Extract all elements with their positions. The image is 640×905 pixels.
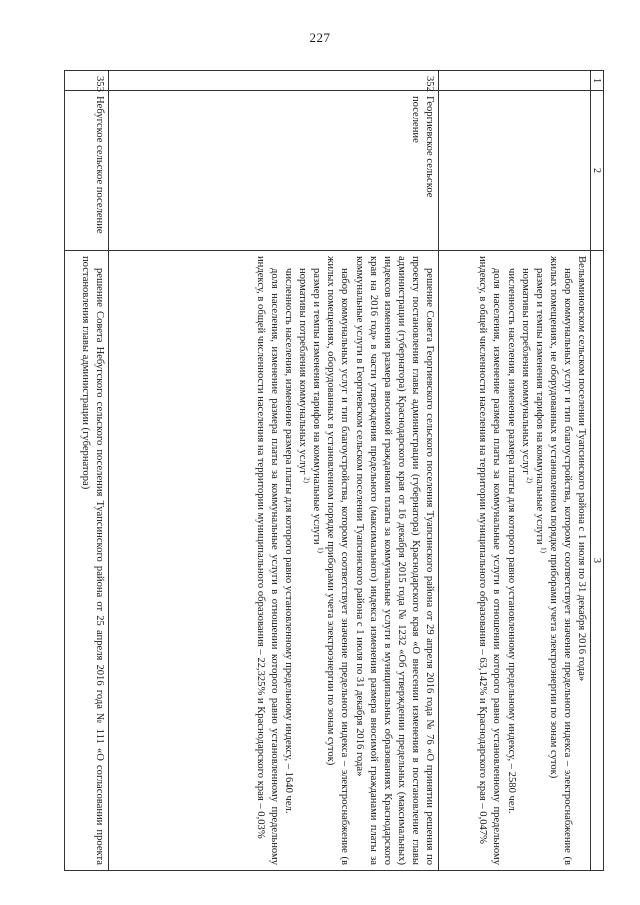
page-number: 227 <box>309 30 331 45</box>
table-row <box>65 71 109 871</box>
paragraph: набор коммунальных услуг и тип благоустройства, которому соответствует значение предельного индекса – электроснабжение (в жилых помещениях, оборудованных в установленном порядке приборами учета электроэнергии по зонам суток) <box>325 256 351 865</box>
paragraph: размер и темпы изменения тарифов на коммунальные услуги $^{1)}$ <box>311 268 325 553</box>
paragraph: Вельяминовском сельском поселении Туапсинского района с 1 июля по 31 декабря 2016 года» <box>576 256 587 682</box>
row-number: 352 <box>109 71 439 91</box>
footnote-mark: 1) <box>316 547 325 553</box>
header-cell-3: 3 <box>591 251 604 871</box>
row-settlement-name: Небугское сельское поселение <box>65 91 109 251</box>
row-description <box>109 251 439 871</box>
table-row <box>109 71 439 871</box>
row-number: 353 <box>65 71 109 91</box>
table-header-row <box>591 71 604 871</box>
paragraph: набор коммунальных услуг и тип благоустройства, которому соответствует значение предельного индекса – электроснабжение (в жилых помещениях, не оборудованных в установленном порядке приборами учета электроэнергии по зонам суток) <box>547 256 573 865</box>
paragraph: решение Совета Небугского сельского поселения Туапсинского района от 25 апреля 2016 года № 111 «О согласовании проекта постановления главы администрации (губернатора) <box>79 256 105 865</box>
row-settlement-name <box>439 91 591 251</box>
footnote-mark: 1) <box>539 547 548 553</box>
row-description <box>439 251 591 871</box>
document-table <box>64 70 604 871</box>
paragraph: численность населения, изменение размера платы для которого равно установленному предельному индексу, – 2580 чел. <box>505 268 517 814</box>
row-settlement-name: Георгиевское сельское поселение <box>109 91 439 251</box>
paragraph: доля населения, изменение размера платы за коммунальные услуги в отношении которого равно установленному предельному индексу, в общей численности населения на территории муниципального образования – 63,142% и Краснодарского края – 0,047% <box>477 256 503 865</box>
row-number <box>439 71 591 91</box>
row-description <box>65 251 109 871</box>
footnote-mark: 2) <box>302 477 311 483</box>
footnote-mark: 2) <box>525 477 534 483</box>
header-cell-2: 2 <box>591 91 604 251</box>
rotated-table-wrapper <box>64 70 604 870</box>
paragraph: численность населения, изменение размера платы для которого равно установленному предельному индексу, – 1640 чел. <box>283 268 295 814</box>
header-cell-1: 1 <box>591 71 604 91</box>
paragraph: размер и темпы изменения тарифов на коммунальные услуги $^{1)}$ <box>533 268 548 553</box>
table-row <box>439 71 591 871</box>
paragraph: доля населения, изменение размера платы за коммунальные услуги в отношении которого равно установленному предельному индексу, в общей численности населения на территории муниципального образования – 22,325% и Краснодарского края – 0,03% <box>254 256 280 865</box>
paragraph: решение Совета Георгиевского сельского поселения Туапсинского района от 29 апреля 2016 года № 76 «О принятии решения по проекту постановления главы администрации (губернатора) Краснодарского края «О внесении изменения в постановление главы администрации (губернатора) Краснодарского края от 16 декабря 2015 года № 1232 «Об утверждении предельных (максимальных) индексов изменения размера вносимой гражданами платы за коммунальные услуги в муниципальных образованиях Краснодарского края на 2016 год» в части утверждения предельного (максимального) индекса изменения размера вносимой гражданами платы за коммунальные услуги в Георгиевском сельском поселении Туапсинского района с 1 июля по 31 декабря 2016 года» <box>353 256 435 865</box>
paragraph: нормативы потребления коммунальных услуг $^{2)}$ <box>519 268 534 483</box>
paragraph: нормативы потребления коммунальных услуг $^{2)}$ <box>297 268 311 483</box>
